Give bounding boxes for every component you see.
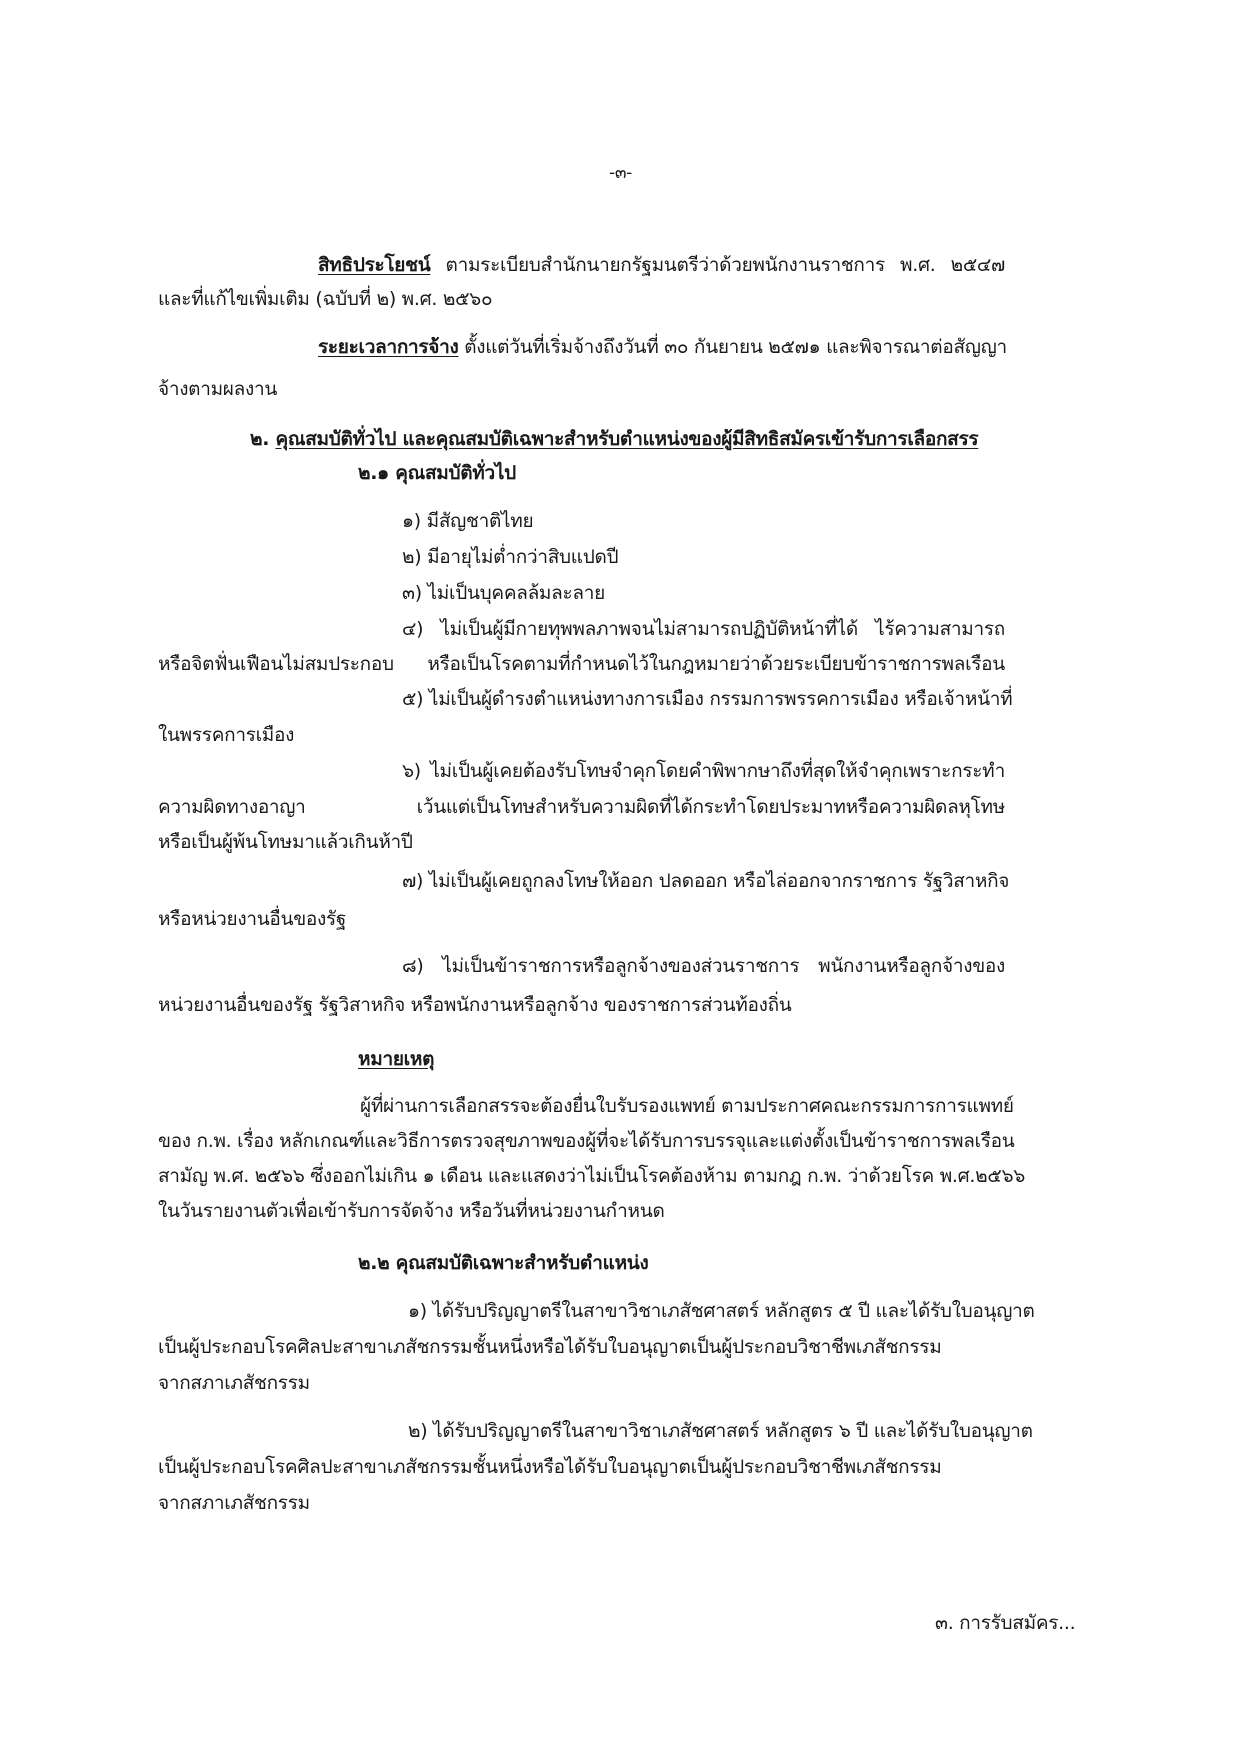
section-2-number: ๒. <box>250 428 276 450</box>
general-qual-item-3: ๓) ไม่เป็นบุคคลล้มละลาย <box>402 582 605 604</box>
remark-label: หมายเหตุ <box>358 1048 435 1070</box>
general-qual-item-5-line-2: ในพรรคการเมือง <box>158 724 295 746</box>
general-qual-item-8-line-2: หน่วยงานอื่นของรัฐ รัฐวิสาหกิจ หรือพนักงานหรือลูกจ้าง ของราชการส่วนท้องถิ่น <box>158 994 792 1016</box>
general-qual-item-4-line-2: หรือจิตฟั่นเฟือนไม่สมประกอบ หรือเป็นโรคตามที่กำหนดไว้ในกฎหมายว่าด้วยระเบียบข้าราชการพลเรือน <box>158 653 1005 675</box>
general-qual-item-5-line-1: ๕) ไม่เป็นผู้ดำรงตำแหน่งทางการเมือง กรรมการพรรคการเมือง หรือเจ้าหน้าที่ <box>402 688 1013 710</box>
general-qual-item-7-line-2: หรือหน่วยงานอื่นของรัฐ <box>158 908 347 930</box>
remark-line-2: ของ ก.พ. เรื่อง หลักเกณฑ์และวิธีการตรวจสุขภาพของผู้ที่จะได้รับการบรรจุและแต่งตั้งเป็นข้าราชการพลเรือน <box>158 1130 1015 1152</box>
specific-qual-item-2-line-2: เป็นผู้ประกอบโรคศิลปะสาขาเภสัชกรรมชั้นหนึ่งหรือได้รับใบอนุญาตเป็นผู้ประกอบวิชาชีพเภสัชกรรม <box>158 1456 942 1478</box>
continuation-text: ๓. การรับสมัคร... <box>935 1612 1076 1634</box>
page-number: -๓- <box>609 163 632 183</box>
employment-period-line-2: จ้างตามผลงาน <box>158 378 278 400</box>
general-qual-item-2: ๒) มีอายุไม่ต่ำกว่าสิบแปดปี <box>402 546 619 568</box>
general-qual-item-4-line-1: ๔) ไม่เป็นผู้มีกายทุพพลภาพจนไม่สามารถปฏิบัติหน้าที่ได้ ไร้ความสามารถ <box>402 618 1005 640</box>
general-qual-item-7-line-1: ๗) ไม่เป็นผู้เคยถูกลงโทษให้ออก ปลดออก หรือไล่ออกจากราชการ รัฐวิสาหกิจ <box>402 870 1010 892</box>
section-2-2-heading: ๒.๒ คุณสมบัติเฉพาะสำหรับตำแหน่ง <box>358 1252 649 1274</box>
benefits-line-1 <box>318 252 1005 278</box>
specific-qual-item-1-line-2: เป็นผู้ประกอบโรคศิลปะสาขาเภสัชกรรมชั้นหนึ่งหรือได้รับใบอนุญาตเป็นผู้ประกอบวิชาชีพเภสัชกรรม <box>158 1336 942 1358</box>
general-qual-item-6-line-2: ความผิดทางอาญา เว้นแต่เป็นโทษสำหรับความผิดที่ได้กระทำโดยประมาทหรือความผิดลหุโทษ <box>158 796 1005 818</box>
employment-period-label: ระยะเวลาการจ้าง <box>318 336 459 358</box>
section-2-heading <box>250 426 978 452</box>
employment-period-text: ตั้งแต่วันที่เริ่มจ้างถึงวันที่ ๓๐ กันยายน ๒๕๗๑ และพิจารณาต่อสัญญา <box>458 336 1007 358</box>
specific-qual-item-2-line-1: ๒) ได้รับปริญญาตรีในสาขาวิชาเภสัชศาสตร์ หลักสูตร ๖ ปี และได้รับใบอนุญาต <box>408 1420 1033 1442</box>
specific-qual-item-1-line-1: ๑) ได้รับปริญญาตรีในสาขาวิชาเภสัชศาสตร์ หลักสูตร ๕ ปี และได้รับใบอนุญาต <box>408 1300 1035 1322</box>
general-qual-item-6-line-1: ๖) ไม่เป็นผู้เคยต้องรับโทษจำคุกโดยคำพิพากษาถึงที่สุดให้จำคุกเพราะกระทำ <box>402 760 1005 782</box>
benefits-label: สิทธิประโยชน์ <box>318 254 431 276</box>
section-2-title: คุณสมบัติทั่วไป และคุณสมบัติเฉพาะสำหรับตำแหน่งของผู้มีสิทธิสมัครเข้ารับการเลือกสรร <box>275 428 979 450</box>
remark-line-4: ในวันรายงานตัวเพื่อเข้ารับการจัดจ้าง หรือวันที่หน่วยงานกำหนด <box>158 1200 665 1222</box>
specific-qual-item-1-line-3: จากสภาเภสัชกรรม <box>158 1372 310 1394</box>
remark-line-1: ผู้ที่ผ่านการเลือกสรรจะต้องยื่นใบรับรองแพทย์ ตามประกาศคณะกรรมการการแพทย์ <box>360 1095 1014 1117</box>
specific-qual-item-2-line-3: จากสภาเภสัชกรรม <box>158 1492 310 1514</box>
section-2-1-heading: ๒.๑ คุณสมบัติทั่วไป <box>358 462 516 484</box>
general-qual-item-6-line-3: หรือเป็นผู้พ้นโทษมาแล้วเกินห้าปี <box>158 831 413 853</box>
benefits-line-2: และที่แก้ไขเพิ่มเติม (ฉบับที่ ๒) พ.ศ. ๒๕๖๐ <box>158 288 493 310</box>
benefits-text: ตามระเบียบสำนักนายกรัฐมนตรีว่าด้วยพนักงานราชการ พ.ศ. ๒๕๔๗ <box>430 254 1005 276</box>
remark-line-3: สามัญ พ.ศ. ๒๕๖๖ ซึ่งออกไม่เกิน ๑ เดือน และแสดงว่าไม่เป็นโรคต้องห้าม ตามกฎ ก.พ. ว่าด้วยโรค พ.ศ.๒๕๖๖ <box>158 1165 1025 1187</box>
general-qual-item-1: ๑) มีสัญชาติไทย <box>402 510 534 532</box>
employment-period-line-1 <box>318 334 1005 360</box>
general-qual-item-8-line-1: ๘) ไม่เป็นข้าราชการหรือลูกจ้างของส่วนราชการ พนักงานหรือลูกจ้างของ <box>402 955 1005 977</box>
